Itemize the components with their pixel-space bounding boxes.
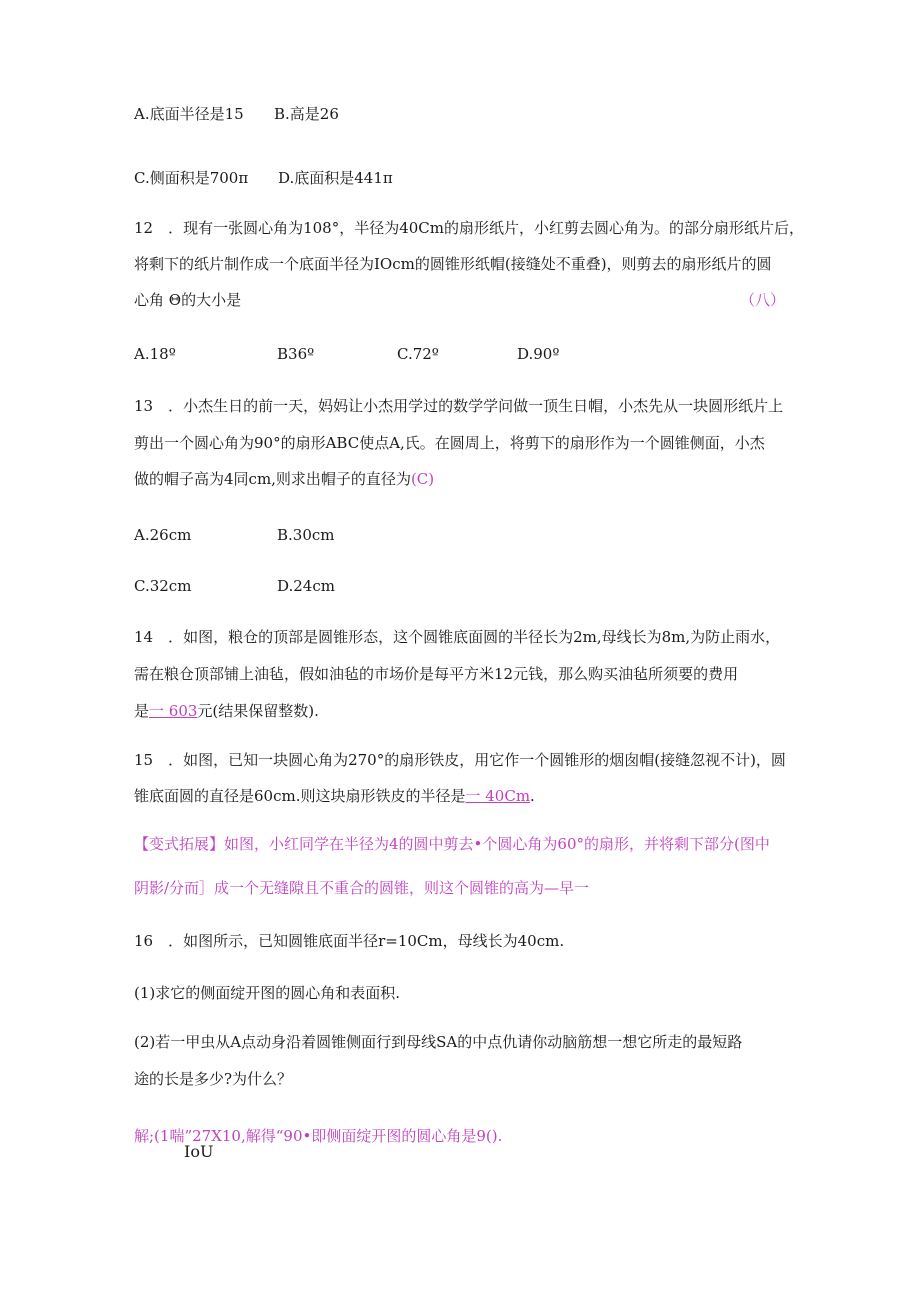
q12-answer: （八） — [740, 291, 786, 309]
q15-text-line2-post: . — [530, 787, 535, 805]
q16-solution-sub: IoU — [184, 1142, 214, 1161]
q12-text-line3: 心角 Θ的大小是 — [134, 291, 242, 309]
q11-option-d: D.底面积是441π — [278, 169, 393, 187]
variant-text-line1: 【变式拓展】如图，小红同学在半径为4的圆中剪去•个圆心角为60°的扇形，并将剩下部分(图中 — [134, 835, 770, 853]
q13-text-line2: 剪出一个圆心角为90°的扇形ABC使点A,氏。在圆周上，将剪下的扇形作为一个圆锥侧面，小杰 — [134, 434, 765, 452]
q13-text-line3-body: 做的帽子高为4同cm,则求出帽子的直径为 — [134, 470, 411, 488]
q13-option-d: D.24cm — [277, 577, 335, 595]
q13-text-line3 — [134, 469, 434, 489]
q14-text-line3 — [134, 701, 319, 721]
q13-option-b: B.30cm — [277, 526, 335, 544]
q15-text-line1: 15 ．如图，已知一块圆心角为270°的扇形铁皮，用它作一个圆锥形的烟囱帽(接缝忽视不计)，圆 — [134, 751, 786, 769]
q15-text-line2-pre: 锥底面圆的直径是60cm.则这块扇形铁皮的半径是 — [134, 787, 466, 805]
q16-part2-line1: (2)若一甲虫从A点动身沿着圆锥侧面行到母线SA的中点仇请你动脑筋想一想它所走的最短路 — [134, 1033, 743, 1051]
q14-text-line3-pre: 是 — [134, 702, 150, 720]
q13-option-a: A.26cm — [134, 526, 192, 544]
variant-text-line2: 阴影/分而］成一个无缝隙且不重合的圆锥，则这个圆锥的高为—早一 — [134, 879, 590, 897]
q15-text-line2 — [134, 786, 535, 806]
q11-option-c: C.侧面积是700π — [134, 169, 249, 187]
q12-text-line2: 将剩下的纸片制作成一个底面半径为IOcm的圆锥形纸帽(接缝处不重叠)，则剪去的扇形纸片的圆 — [134, 255, 772, 273]
q16-solution: 解;(1喘”27X10,解得“90•即侧面绽开图的圆心角是9(). — [134, 1127, 503, 1145]
q12-option-b: B36º — [277, 345, 315, 363]
q12-option-d: D.90º — [517, 345, 560, 363]
q11-option-b: B.高是26 — [274, 105, 339, 123]
q12-option-a: A.18º — [134, 345, 176, 363]
q13-text-line1: 13 ．小杰生日的前一天，妈妈让小杰用学过的数学学问做一顶生日帽，小杰先从一块圆形纸片上 — [134, 397, 784, 415]
q14-answer: 一 603 — [149, 702, 198, 720]
q12-option-c: C.72º — [397, 345, 439, 363]
q15-answer: 一 40Cm — [465, 787, 531, 805]
q14-text-line1: 14 ．如图，粮仓的顶部是圆锥形态，这个圆锥底面圆的半径长为2m,母线长为8m,为防止雨水， — [134, 628, 781, 646]
q12-text-line1: 12 ．现有一张圆心角为108°，半径为40Cm的扇形纸片，小红剪去圆心角为。的部分扇形纸片后， — [134, 219, 805, 237]
q16-text-line1: 16 ．如图所示，已知圆锥底面半径r=10Cm，母线长为40cm. — [134, 932, 565, 950]
q13-answer: (C) — [410, 470, 435, 488]
q14-text-line3-post: 元(结果保留整数). — [197, 702, 319, 720]
q11-option-a: A.底面半径是15 — [134, 105, 244, 123]
q16-part2-line2: 途的长是多少?为什么？ — [134, 1070, 293, 1088]
q13-option-c: C.32cm — [134, 577, 192, 595]
q14-text-line2: 需在粮仓顶部铺上油毡，假如油毡的市场价是每平方米12元钱，那么购买油毡所须要的费用 — [134, 665, 739, 683]
q16-part1: (1)求它的侧面绽开图的圆心角和表面积. — [134, 984, 401, 1002]
